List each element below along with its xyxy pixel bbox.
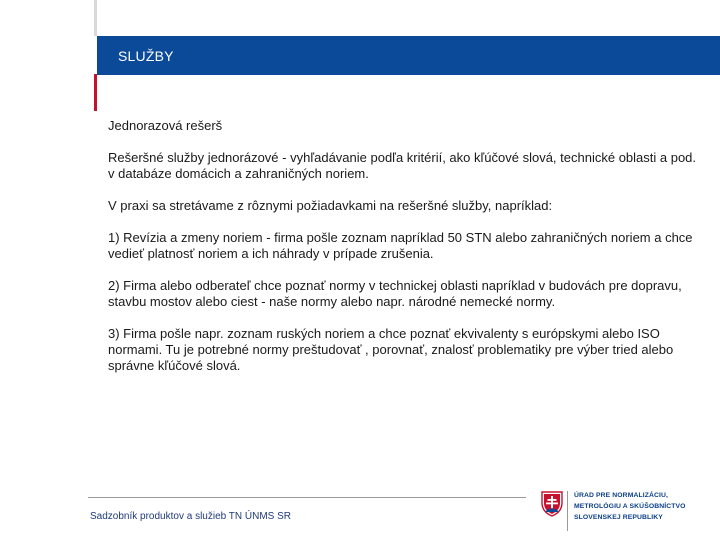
decor-vertical-line-gray (94, 0, 97, 36)
paragraph-item-3: 3) Firma pošle napr. zoznam ruských noriem a chce poznať ekvivalenty s európskymi alebo ISO normami. Tu je potrebné normy preštudovať , porovnať, znalosť problematiky pre výber tried alebo správne kľúčové slová. (108, 326, 674, 373)
footer-text: Sadzobník produktov a služieb TN ÚNMS SR (90, 511, 292, 522)
logo-separator (567, 491, 568, 531)
footer-divider (88, 497, 526, 498)
page-title: SLUŽBY (118, 48, 174, 64)
logo-line-1: ÚRAD PRE NORMALIZÁCIU, (574, 492, 668, 499)
unms-logo (541, 487, 716, 535)
logo-line-3: SLOVENSKEJ REPUBLIKY (574, 514, 663, 521)
main-content (108, 118, 700, 390)
slovak-coat-of-arms-icon (541, 491, 563, 517)
paragraph-intro: Rešeršné služby jednorázové - vyhľadávanie podľa kritérií, ako kľúčové slová, technické oblasti a pod. v databáze domácich a zahraničných noriem. (108, 150, 697, 181)
title-bar (97, 36, 720, 75)
paragraph-item-2: 2) Firma alebo odberateľ chce poznať normy v technickej oblasti napríklad v budovách pre dopravu, stavbu mostov alebo ciest - naše normy alebo napr. národné nemecké normy. (108, 278, 682, 309)
logo-line-2: METROLÓGIU A SKÚŠOBNÍCTVO (574, 503, 686, 510)
decor-vertical-line-red (94, 74, 97, 111)
paragraph-practice: V praxi sa stretávame z rôznymi požiadavkami na rešeršné služby, napríklad: (108, 198, 553, 213)
paragraph-item-1: 1) Revízia a zmeny noriem - firma pošle zoznam napríklad 50 STN alebo zahraničných noriem a chce vedieť platnosť noriem a ich náhrady v prípade zrušenia. (108, 230, 693, 261)
section-heading: Jednorazová rešerš (108, 118, 223, 133)
